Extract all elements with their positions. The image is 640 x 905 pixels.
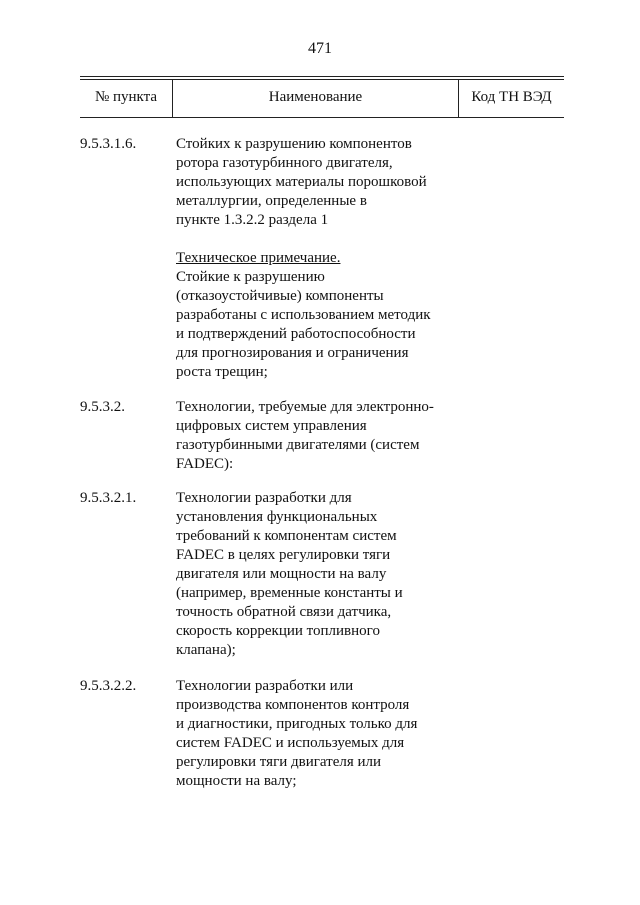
entry-number: 9.5.3.1.6. — [80, 136, 137, 152]
header-name: Наименование — [268, 89, 363, 105]
entry-line: цифровых систем управления — [176, 418, 367, 434]
note-line: роста трещин; — [176, 364, 268, 380]
entry-number: 9.5.3.2. — [80, 399, 125, 415]
entry-line: мощности на валу; — [176, 773, 297, 789]
entry-line: двигателя или мощности на валу — [176, 566, 387, 582]
note-line: разработаны с использованием методик — [176, 307, 431, 323]
entry-line: требований к компонентам систем — [176, 528, 397, 544]
entry-line: (например, временные константы и — [176, 585, 403, 601]
table-top-rule — [80, 76, 564, 77]
entry-line: ротора газотурбинного двигателя, — [176, 155, 393, 171]
entry-text — [176, 135, 476, 382]
header-code: Код ТН ВЭД — [471, 89, 552, 105]
note-line: для прогнозирования и ограничения — [176, 345, 409, 361]
header-number: № пункта — [94, 89, 158, 105]
entry-line: металлургии, определенные в — [176, 193, 367, 209]
note-line: (отказоустойчивые) компоненты — [176, 288, 384, 304]
technical-note-heading: Техническое примечание. — [176, 250, 341, 266]
entry-text — [176, 398, 476, 474]
entry-line: точность обратной связи датчика, — [176, 604, 392, 620]
entry-line: использующих материалы порошковой — [176, 174, 427, 190]
entry-line: клапана); — [176, 642, 236, 658]
entry-line: FADEC в целях регулировки тяги — [176, 547, 391, 563]
entry-line: Технологии разработки для — [176, 490, 352, 506]
entry-line: регулировки тяги двигателя или — [176, 754, 382, 770]
entry-number: 9.5.3.2.1. — [80, 490, 137, 506]
entry-number: 9.5.3.2.2. — [80, 678, 137, 694]
table-top-rule-inner — [80, 79, 564, 80]
table-header-bottom-rule — [80, 117, 564, 118]
entry-line: и диагностики, пригодных только для — [176, 716, 418, 732]
entry-line: Технологии, требуемые для электронно- — [176, 399, 434, 415]
entry-line: установления функциональных — [176, 509, 378, 525]
entry-text — [176, 677, 476, 791]
entry-line: производства компонентов контроля — [176, 697, 410, 713]
page-number: 471 — [308, 40, 332, 57]
note-line: Стойкие к разрушению — [176, 269, 325, 285]
entry-line: пункте 1.3.2.2 раздела 1 — [176, 212, 329, 228]
note-line: и подтверждений работоспособности — [176, 326, 416, 342]
entry-line: FADEC): — [176, 456, 234, 472]
entry-line: систем FADEC и используемых для — [176, 735, 405, 751]
entry-line: скорость коррекции топливного — [176, 623, 380, 639]
entry-line: Технологии разработки или — [176, 678, 354, 694]
entry-text — [176, 489, 476, 660]
entry-line: Стойких к разрушению компонентов — [176, 136, 412, 152]
entry-line: газотурбинными двигателями (систем — [176, 437, 420, 453]
